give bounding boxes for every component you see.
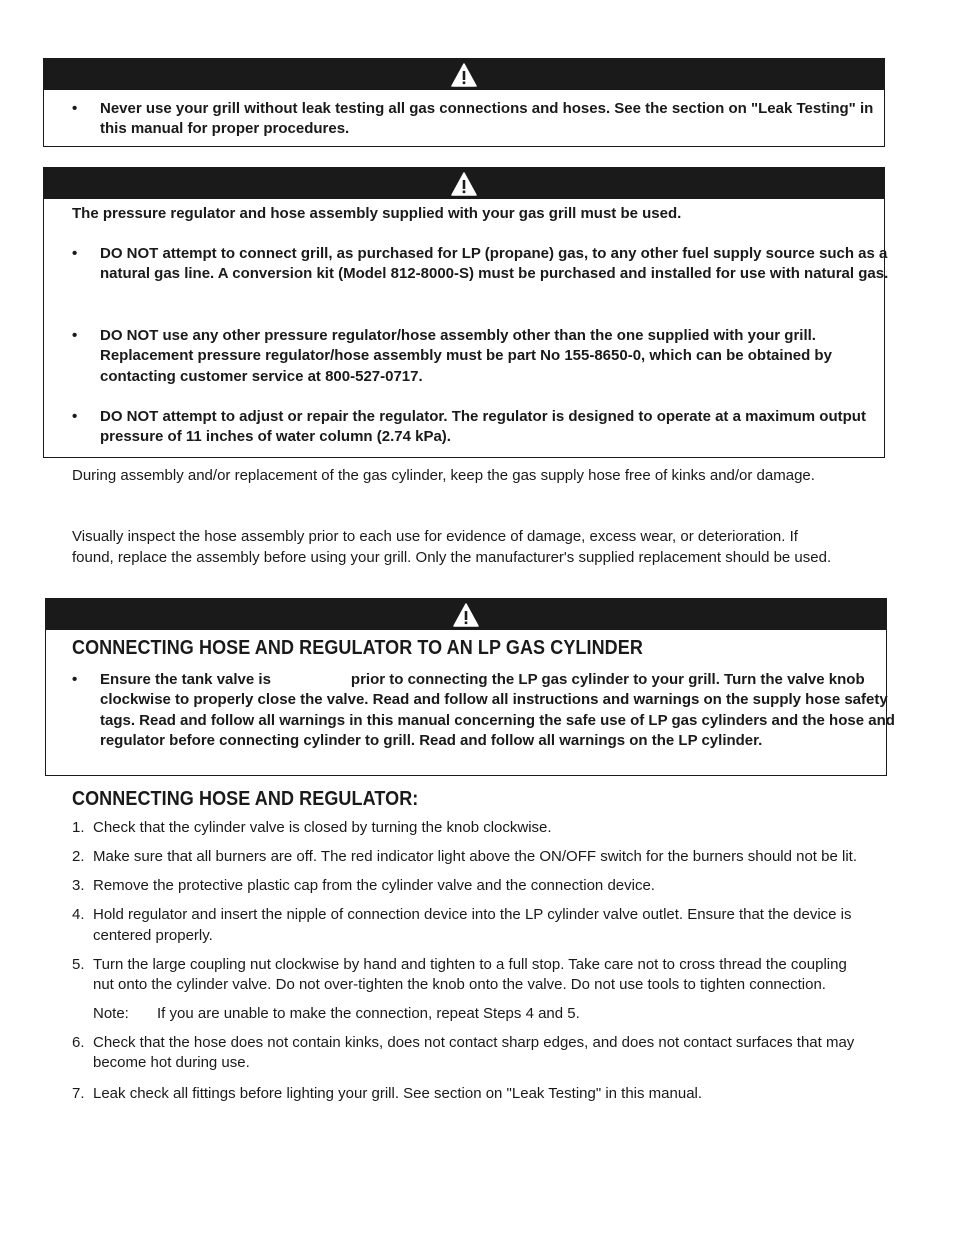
step-number: 4.: [72, 906, 85, 923]
step-text: Check that the hose does not contain kinks, does not contact sharp edges, and does not contact surfaces that may become hot during use.: [93, 1033, 855, 1071]
step-text: Hold regulator and insert the nipple of connection device into the LP cylinder valve outlet. Ensure that the device is centered properly.: [93, 906, 852, 944]
step-number: 6.: [72, 1033, 85, 1051]
warning-bullet-text: DO NOT attempt to connect grill, as purchased for LP (propane) gas, to any other fuel supply source such as a natural gas line. A conversion kit (Model 812-8000-S) must be purchased and installed for use with natural gas.: [100, 245, 889, 283]
section-heading: CONNECTING HOSE AND REGULATOR:: [72, 788, 419, 810]
step-number: 1.: [72, 819, 85, 836]
steps-list: [72, 818, 862, 1104]
warning-bullet: [44, 326, 900, 387]
bullet-dot: •: [72, 408, 78, 425]
step-item: [72, 876, 862, 897]
step-item: [72, 1084, 862, 1105]
step-text: Remove the protective plastic cap from the cylinder valve and the connection device.: [93, 877, 655, 894]
warning-bullet-text: prior to connecting the LP gas cylinder to your grill. Turn the valve knob clockwise to properly close the valve. Read and follow all instructions and warnings on the supply hose safety tags. Read and follow all warnings in this manual concerning the safe use of LP gas cylinders and the hose and regulator before connecting cylinder to grill. Read and follow all warnings on the LP cylinder.: [100, 671, 895, 749]
warning-triangle-icon: [451, 172, 477, 196]
step-text: Leak check all fittings before lighting your grill. See section on "Leak Testing" in this manual.: [93, 1084, 703, 1102]
step-item: [72, 955, 862, 996]
step-number: 7.: [72, 1084, 85, 1102]
step-number: 3.: [72, 877, 85, 894]
step-item: [72, 905, 862, 946]
step-number: 2.: [72, 848, 85, 865]
bullet-dot: •: [72, 327, 78, 344]
warning-bullet-text: DO NOT attempt to adjust or repair the regulator. The regulator is designed to operate at a maximum output pressure of 11 inches of water column (2.74 kPa).: [100, 408, 866, 446]
step-text: Check that the cylinder valve is closed by turning the knob clockwise.: [93, 819, 552, 836]
warning-box-leak-test: [43, 58, 885, 147]
warning-heading: CONNECTING HOSE AND REGULATOR TO AN LP GAS CYLINDER: [72, 637, 643, 659]
bullet-dot: •: [72, 671, 78, 688]
note-label: Note:: [93, 1004, 129, 1022]
warning-bullet: [44, 670, 912, 751]
note-text: If you are unable to make the connection, repeat Steps 4 and 5.: [157, 1004, 580, 1022]
warning-header-bar: [44, 168, 884, 199]
warning-triangle-icon: [451, 63, 477, 87]
step-item: [72, 818, 862, 839]
warning-bullet-text: DO NOT use any other pressure regulator/hose assembly other than the one supplied with your grill. Replacement pressure regulator/hose assembly must be part No 155-8650-0, which can be obtained by contacting customer service at 800-527-0717.: [100, 327, 832, 385]
warning-bullet: [44, 99, 890, 140]
warning-triangle-icon: [453, 603, 479, 627]
warning-header-bar: [46, 599, 886, 630]
bullet-dot: •: [72, 100, 78, 117]
step-number: 5.: [72, 955, 85, 973]
warning-box-regulator: [43, 167, 889, 458]
step-note: [72, 1004, 862, 1025]
warning-bullet: [44, 244, 890, 285]
step-text: Turn the large coupling nut clockwise by hand and tighten to a full stop. Take care not to cross thread the coupling nut onto the cylinder valve. Do not over-tighten the knob onto the valve. Do not use tools to tighten connection.: [93, 955, 847, 993]
bullet-dot: •: [72, 245, 78, 262]
warning-bullet: [44, 407, 890, 448]
warning-bullet-start: Ensure the tank valve is: [100, 671, 271, 688]
step-item: [72, 1033, 862, 1074]
step-item: [72, 847, 862, 868]
step-text: Make sure that all burners are off. The red indicator light above the ON/OFF switch for the burners should not be lit.: [93, 848, 857, 865]
warning-intro: The pressure regulator and hose assembly supplied with your gas grill must be used.: [72, 205, 682, 222]
warning-header-bar: [44, 59, 884, 90]
paragraph-hose-kinks: During assembly and/or replacement of the gas cylinder, keep the gas supply hose free of kinks and/or damage.: [72, 467, 815, 484]
paragraph-inspect-hose: Visually inspect the hose assembly prior to each use for evidence of damage, excess wear, or deterioration. If found, replace the assembly before using your grill. Only the manufacturer's supplied replacement should be used.: [72, 528, 832, 566]
warning-bullet-text: Never use your grill without leak testing all gas connections and hoses. See the section on "Leak Testing" in this manual for proper procedures.: [100, 100, 874, 138]
warning-box-connecting: [45, 598, 895, 776]
